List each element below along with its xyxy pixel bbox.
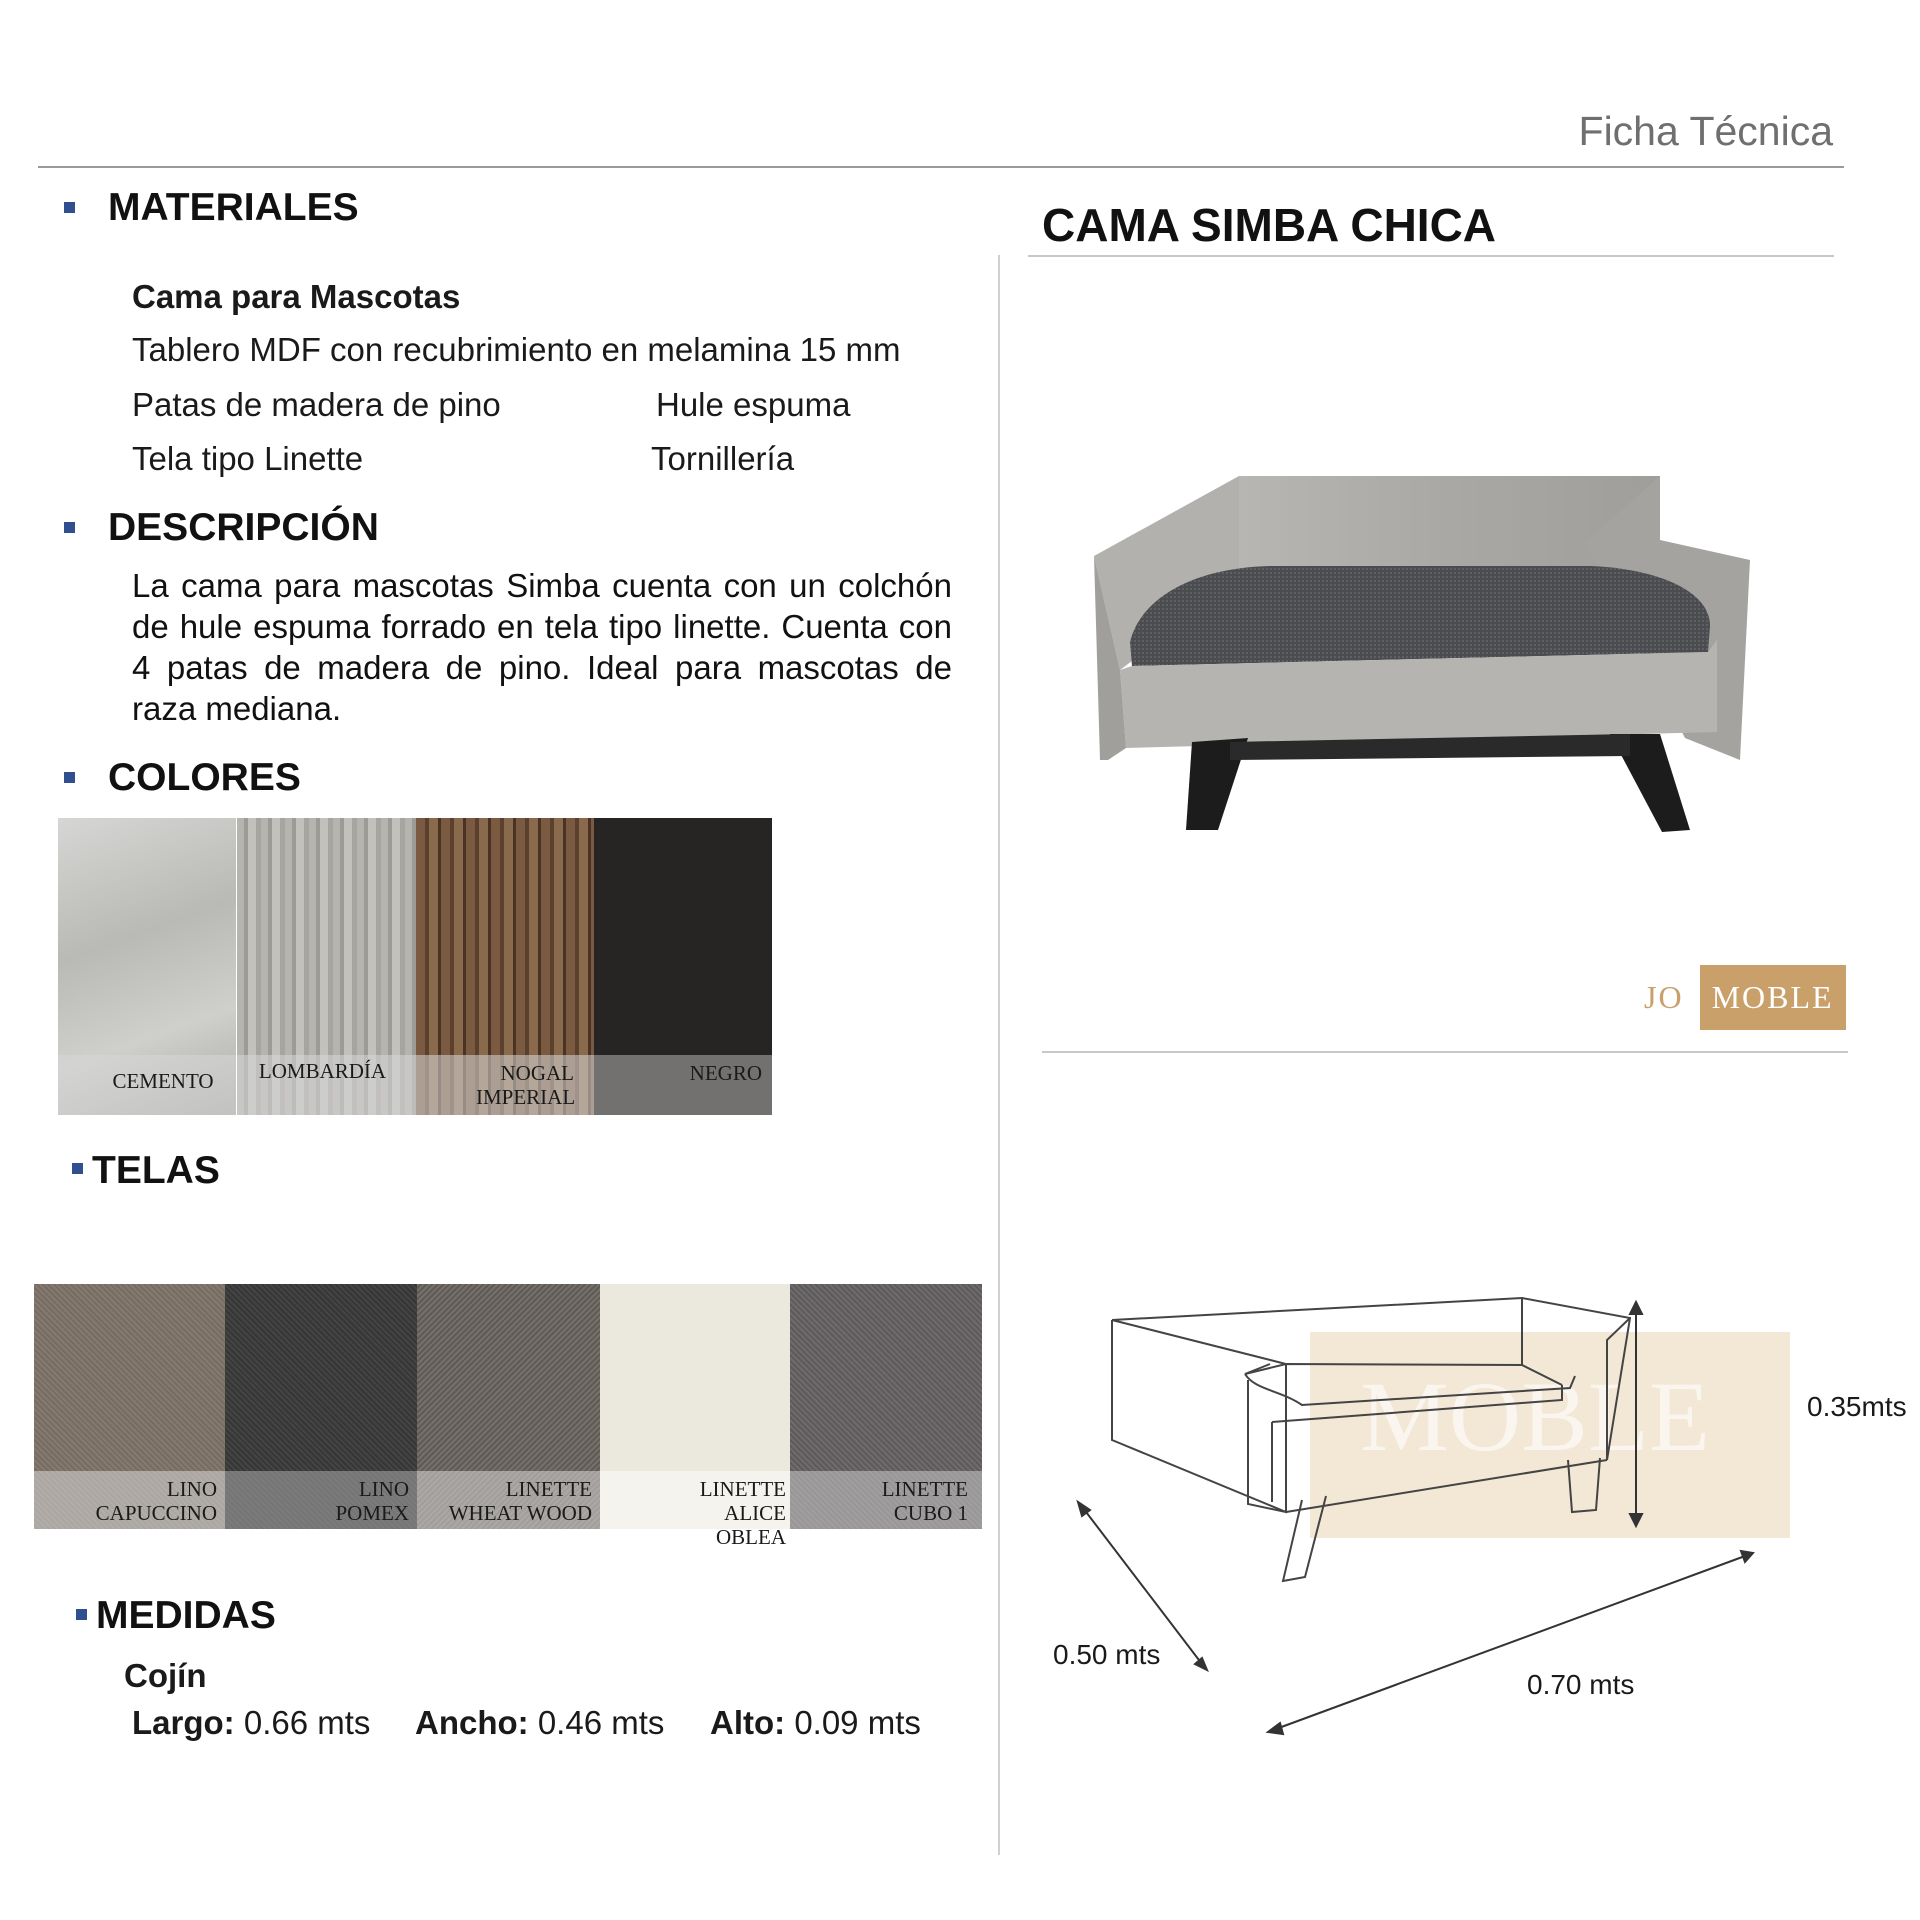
- color-swatch-negro[interactable]: [594, 818, 772, 1115]
- bullet-icon: [64, 772, 75, 783]
- color-swatch-cemento[interactable]: [58, 818, 236, 1115]
- header-divider: [38, 166, 1844, 168]
- section-divider: [1042, 1051, 1848, 1053]
- material-item: Patas de madera de pino: [132, 386, 501, 423]
- swatch-label: LINO CAPUCCINO: [34, 1471, 225, 1529]
- dimension-height: 0.35mts: [1807, 1391, 1907, 1422]
- bullet-icon: [64, 202, 75, 213]
- material-item: Hule espuma: [656, 386, 851, 423]
- color-swatch-lombardia[interactable]: [237, 818, 416, 1115]
- medidas-heading: MEDIDAS: [96, 1594, 276, 1637]
- measure-label: Largo:: [132, 1704, 235, 1741]
- swatch-label: NOGAL IMPERIAL: [416, 1055, 594, 1115]
- column-divider: [998, 255, 1000, 1855]
- measure-value: 0.66 mts: [243, 1704, 371, 1741]
- medidas-subheading: Cojín: [124, 1657, 207, 1694]
- product-title: CAMA SIMBA CHICA: [1042, 199, 1497, 251]
- material-item: Tornillería: [651, 440, 795, 477]
- fabric-swatch-linette-alice-oblea[interactable]: [600, 1284, 790, 1549]
- swatch-label: LINETTE ALICE OBLEA: [600, 1471, 790, 1529]
- document-type-title: Ficha Técnica: [1578, 108, 1833, 154]
- swatch-label: LOMBARDÍA: [237, 1055, 416, 1115]
- colores-heading: COLORES: [108, 756, 301, 799]
- dimension-width: 0.70 mts: [1527, 1669, 1635, 1700]
- swatch-label: LINETTE CUBO 1: [790, 1471, 982, 1529]
- material-item: Tela tipo Linette: [132, 440, 364, 477]
- bullet-icon: [64, 522, 75, 533]
- dimension-depth: 0.50 mts: [1053, 1639, 1161, 1670]
- swatch-label: LINO POMEX: [225, 1471, 417, 1529]
- swatch-label: NEGRO: [594, 1055, 772, 1115]
- fabric-swatch-linette-wheat-wood[interactable]: [417, 1284, 600, 1529]
- materiales-subheading: Cama para Mascotas: [132, 278, 461, 315]
- watermark-text: JO: [1150, 1361, 1262, 1472]
- color-swatch-nogal-imperial[interactable]: [416, 818, 594, 1115]
- measure-label: Alto:: [710, 1704, 786, 1741]
- measure-largo: [132, 1704, 370, 1742]
- descripcion-text: La cama para mascotas Simba cuenta con un colchón de hule espuma forrado en tela tipo linette. Cuenta con 4 patas de madera de pino. Ideal para mascotas de raza mediana.: [132, 567, 952, 727]
- measure-value: 0.09 mts: [794, 1704, 921, 1741]
- fabric-swatch-linette-cubo-1[interactable]: [790, 1284, 982, 1529]
- fabric-swatch-lino-capuccino[interactable]: [34, 1284, 225, 1529]
- measure-alto: [710, 1704, 921, 1742]
- measure-value: 0.46 mts: [537, 1704, 665, 1741]
- logo-text: MOBLE: [1700, 965, 1846, 1030]
- product-photo: [1090, 480, 1770, 840]
- telas-heading: TELAS: [92, 1149, 220, 1192]
- materiales-heading: MATERIALES: [108, 186, 359, 229]
- swatch-label: CEMENTO: [58, 1055, 236, 1115]
- title-divider: [1028, 255, 1834, 257]
- measure-ancho: [415, 1704, 664, 1742]
- bullet-icon: [72, 1163, 83, 1174]
- watermark-text: MOBLE: [1360, 1361, 1710, 1472]
- measure-label: Ancho:: [415, 1704, 529, 1741]
- jo-moble-logo: [1636, 965, 1846, 1030]
- swatch-label: LINETTE WHEAT WOOD: [417, 1471, 600, 1529]
- logo-text: JO: [1644, 979, 1684, 1015]
- bullet-icon: [76, 1609, 87, 1620]
- fabric-swatch-lino-pomex[interactable]: [225, 1284, 417, 1529]
- descripcion-heading: DESCRIPCIÓN: [108, 506, 379, 549]
- dimension-diagram: [1040, 1280, 1907, 1750]
- material-line: Tablero MDF con recubrimiento en melamina 15 mm: [132, 331, 901, 368]
